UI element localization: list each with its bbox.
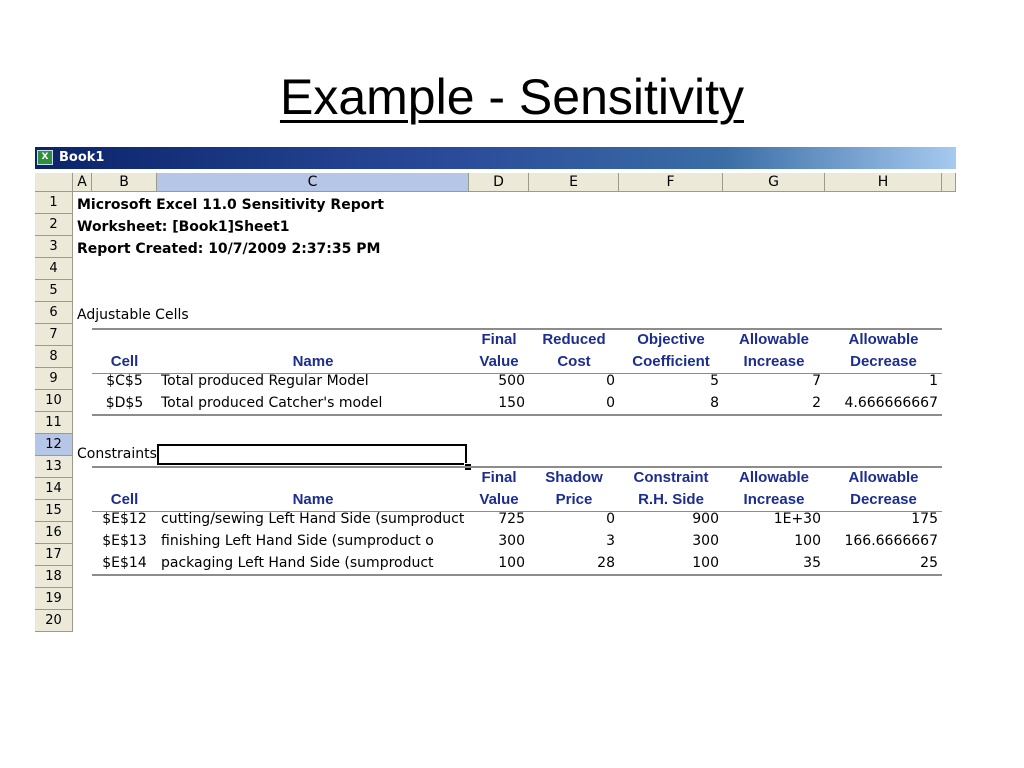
row-header-14[interactable]: 14 (35, 478, 73, 500)
con-header-rhs[interactable]: R.H. Side (638, 491, 704, 508)
column-header-c[interactable]: C (157, 173, 469, 192)
column-header-e[interactable]: E (529, 173, 619, 192)
con-header-final[interactable]: Final (481, 469, 517, 486)
excel-window (35, 147, 956, 650)
report-worksheet-cell[interactable]: Worksheet: [Book1]Sheet1 (77, 219, 290, 235)
con-row1-cell[interactable]: $E$12 (102, 511, 147, 527)
adj-header-coefficient[interactable]: Coefficient (632, 353, 710, 370)
adj-header-increase[interactable]: Increase (743, 353, 805, 370)
adj-row2-coefficient[interactable]: 8 (710, 395, 719, 411)
adj-row2-name[interactable]: Total produced Catcher's model (161, 395, 383, 411)
row-header-1[interactable]: 1 (35, 192, 73, 214)
con-row3-decrease[interactable]: 25 (920, 555, 938, 571)
adj-row1-cell[interactable]: $C$5 (106, 373, 143, 389)
con-header-allowable-dec[interactable]: Allowable (848, 469, 919, 486)
con-row3-price[interactable]: 28 (597, 555, 615, 571)
column-header-b[interactable]: B (92, 173, 157, 192)
column-header-f[interactable]: F (619, 173, 723, 192)
select-all-corner[interactable] (35, 173, 73, 192)
window-title: Book1 (59, 150, 105, 165)
excel-icon[interactable]: X (37, 150, 53, 165)
adj-header-objective[interactable]: Objective (637, 331, 705, 348)
con-row3-value[interactable]: 100 (498, 555, 525, 571)
con-header-shadow[interactable]: Shadow (545, 469, 603, 486)
adj-row1-name[interactable]: Total produced Regular Model (161, 373, 369, 389)
adj-row2-decrease[interactable]: 4.666666667 (844, 395, 938, 411)
adj-header-cell[interactable]: Cell (110, 353, 139, 370)
constraints-title[interactable]: Constraints (77, 446, 157, 462)
adj-row1-increase[interactable]: 7 (812, 373, 821, 389)
con-row3-rhs[interactable]: 100 (692, 555, 719, 571)
adj-row2-cost[interactable]: 0 (606, 395, 615, 411)
con-row2-rhs[interactable]: 300 (692, 533, 719, 549)
con-row1-decrease[interactable]: 175 (911, 511, 938, 527)
row-header-12[interactable]: 12 (35, 434, 73, 456)
con-row3-cell[interactable]: $E$14 (102, 555, 147, 571)
row-header-4[interactable]: 4 (35, 258, 73, 280)
report-title-cell[interactable]: Microsoft Excel 11.0 Sensitivity Report (77, 197, 384, 213)
adj-header-name[interactable]: Name (292, 353, 334, 370)
con-row2-decrease[interactable]: 166.6666667 (844, 533, 938, 549)
con-header-name[interactable]: Name (292, 491, 334, 508)
con-row2-increase[interactable]: 100 (794, 533, 821, 549)
row-header-5[interactable]: 5 (35, 280, 73, 302)
con-header-decrease[interactable]: Decrease (850, 491, 917, 508)
con-row2-price[interactable]: 3 (606, 533, 615, 549)
row-header-16[interactable]: 16 (35, 522, 73, 544)
adj-row1-value[interactable]: 500 (498, 373, 525, 389)
active-cell-selection[interactable] (157, 444, 467, 465)
constraints-bottom-rule (92, 574, 942, 576)
row-header-6[interactable]: 6 (35, 302, 73, 324)
row-header-9[interactable]: 9 (35, 368, 73, 390)
slide-title: Example - Sensitivity (279, 69, 745, 125)
row-header-7[interactable]: 7 (35, 324, 73, 346)
row-header-10[interactable]: 10 (35, 390, 73, 412)
row-header-2[interactable]: 2 (35, 214, 73, 236)
adj-row1-coefficient[interactable]: 5 (710, 373, 719, 389)
con-row2-name[interactable]: finishing Left Hand Side (sumproduct o (161, 533, 434, 549)
con-row1-value[interactable]: 725 (498, 511, 525, 527)
adjustable-cells-title[interactable]: Adjustable Cells (77, 307, 189, 323)
column-header-d[interactable]: D (469, 173, 529, 192)
adjustable-bottom-rule (92, 414, 942, 416)
adj-header-allowable-dec[interactable]: Allowable (848, 331, 919, 348)
con-header-cell[interactable]: Cell (110, 491, 139, 508)
con-row2-value[interactable]: 300 (498, 533, 525, 549)
adj-header-decrease[interactable]: Decrease (850, 353, 917, 370)
con-header-allowable-inc[interactable]: Allowable (738, 469, 809, 486)
con-header-value[interactable]: Value (479, 491, 519, 508)
adj-row2-increase[interactable]: 2 (812, 395, 821, 411)
adj-header-final[interactable]: Final (481, 331, 517, 348)
adj-row2-value[interactable]: 150 (498, 395, 525, 411)
con-row2-cell[interactable]: $E$13 (102, 533, 147, 549)
adj-header-allowable-inc[interactable]: Allowable (738, 331, 809, 348)
row-header-18[interactable]: 18 (35, 566, 73, 588)
adj-header-value[interactable]: Value (479, 353, 519, 370)
row-header-11[interactable]: 11 (35, 412, 73, 434)
row-header-19[interactable]: 19 (35, 588, 73, 610)
row-header-8[interactable]: 8 (35, 346, 73, 368)
adj-header-cost[interactable]: Cost (557, 353, 591, 370)
adj-row2-cell[interactable]: $D$5 (105, 395, 144, 411)
report-created-cell[interactable]: Report Created: 10/7/2009 2:37:35 PM (77, 241, 381, 257)
con-row1-rhs[interactable]: 900 (692, 511, 719, 527)
con-row3-increase[interactable]: 35 (803, 555, 821, 571)
row-header-20[interactable]: 20 (35, 610, 73, 632)
row-header-15[interactable]: 15 (35, 500, 73, 522)
con-header-increase[interactable]: Increase (743, 491, 805, 508)
con-row1-price[interactable]: 0 (606, 511, 615, 527)
con-row1-name[interactable]: cutting/sewing Left Hand Side (sumproduct (161, 511, 465, 527)
column-header-a[interactable]: A (73, 173, 92, 192)
column-header-g[interactable]: G (723, 173, 825, 192)
window-titlebar[interactable] (35, 147, 956, 169)
row-header-3[interactable]: 3 (35, 236, 73, 258)
con-row3-name[interactable]: packaging Left Hand Side (sumproduct (161, 555, 434, 571)
con-header-price[interactable]: Price (555, 491, 593, 508)
row-header-13[interactable]: 13 (35, 456, 73, 478)
con-row1-increase[interactable]: 1E+30 (773, 511, 821, 527)
adj-row1-decrease[interactable]: 1 (929, 373, 938, 389)
row-header-17[interactable]: 17 (35, 544, 73, 566)
adj-header-reduced[interactable]: Reduced (542, 331, 606, 348)
column-header-h[interactable]: H (825, 173, 942, 192)
adj-row1-cost[interactable]: 0 (606, 373, 615, 389)
column-header-next[interactable] (942, 173, 956, 192)
con-header-constraint[interactable]: Constraint (633, 469, 709, 486)
